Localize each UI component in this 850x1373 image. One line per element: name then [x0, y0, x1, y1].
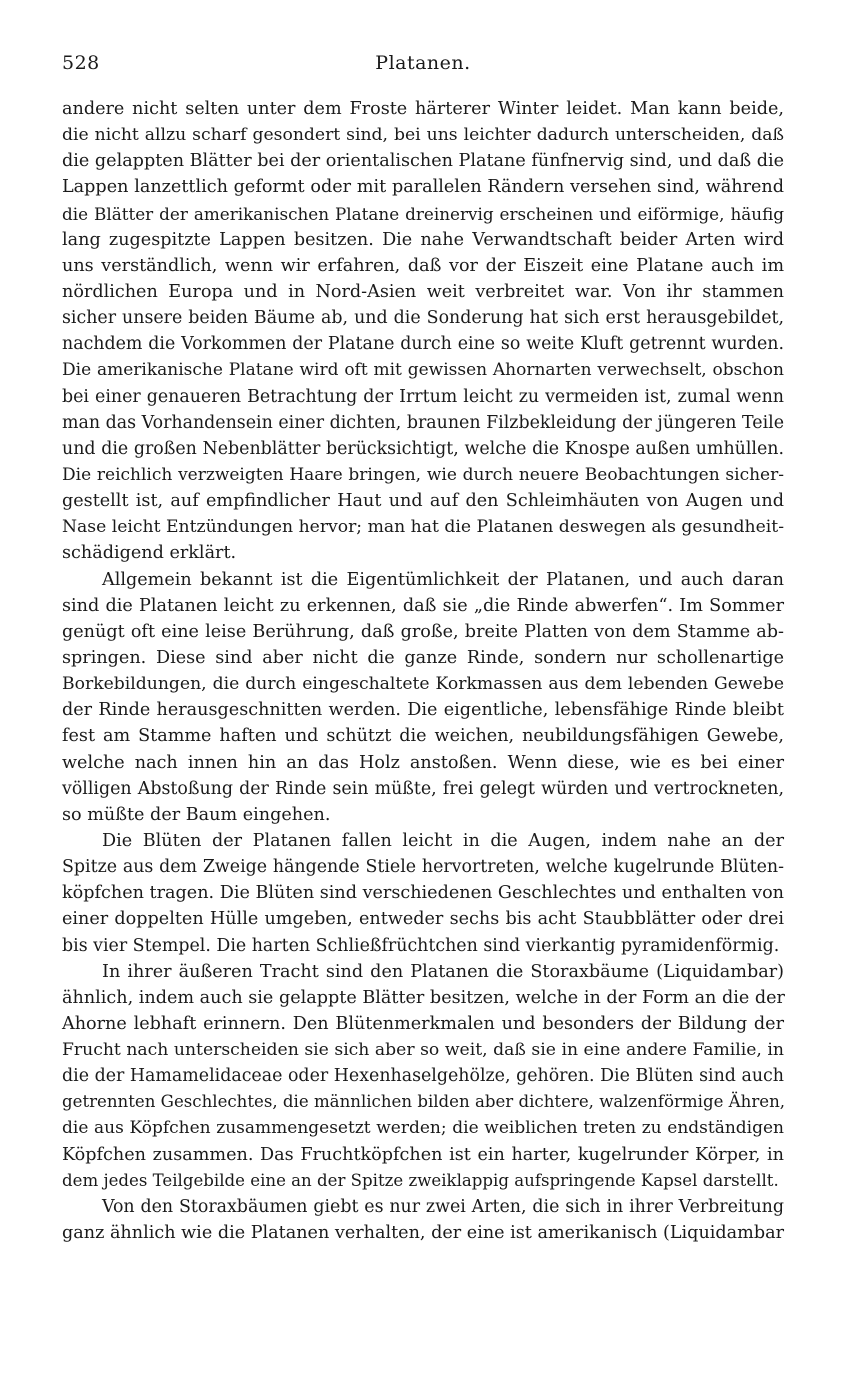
text-line: die gelappten Blätter bei der orientalischen Platane fünfnervig sind, und daß die	[62, 151, 784, 172]
text-line: Frucht nach unterscheiden sie sich aber so weit, daß sie in eine andere Familie, in	[62, 1040, 784, 1061]
text-line: Köpfchen zusammen. Das Fruchtköpfchen ist ein harter, kugelrunder Körper, in	[62, 1144, 784, 1165]
text-line: die aus Köpfchen zusammengesetzt werden; die weiblichen treten zu endständigen	[62, 1118, 784, 1139]
text-line: sicher unsere beiden Bäume ab, und die Sonderung hat sich erst herausgebildet,	[62, 308, 784, 329]
text-line: ganz ähnlich wie die Platanen verhalten, der eine ist amerikanisch (Liquidambar	[62, 1223, 784, 1244]
text-line: schädigend erklärt.	[62, 543, 237, 564]
paragraph	[62, 1194, 784, 1246]
paragraph	[62, 959, 784, 1194]
text-line: genügt oft eine leise Berührung, daß große, breite Platten von dem Stamme ab-	[62, 621, 784, 642]
text-line: andere nicht selten unter dem Froste härterer Winter leidet. Man kann beide,	[62, 99, 784, 119]
text-line: die der Hamamelidaceae oder Hexenhaselgehölze, gehören. Die Blüten sind auch	[62, 1066, 784, 1087]
text-line: sind die Platanen leicht zu erkennen, daß sie „die Rinde abwerfen“. Im Sommer	[62, 595, 784, 616]
text-line: bis vier Stempel. Die harten Schließfrüchtchen sind vierkantig pyramidenförmig.	[62, 935, 780, 956]
text-line: fest am Stamme haften und schützt die weichen, neubildungsfähigen Gewebe,	[62, 726, 784, 747]
text-line: Spitze aus dem Zweige hängende Stiele hervortreten, welche kugelrunde Blüten-	[62, 857, 784, 878]
text-line: uns verständlich, wenn wir erfahren, daß vor der Eiszeit eine Platane auch im	[62, 255, 784, 276]
text-line: Allgemein bekannt ist die Eigentümlichkeit der Platanen, und auch daran	[102, 569, 784, 590]
text-line: ähnlich, indem auch sie gelappte Blätter besitzen, welche in der Form an die der	[62, 987, 785, 1008]
running-head: Platanen.	[375, 52, 471, 74]
text-line: bei einer genaueren Betrachtung der Irrtum leicht zu vermeiden ist, zumal wenn	[62, 386, 784, 407]
text-line: Ahorne lebhaft erinnern. Den Blütenmerkmalen und besonders der Bildung der	[62, 1013, 784, 1034]
text-line: dem jedes Teilgebilde eine an der Spitze zweiklappig aufspringende Kapsel darstellt.	[62, 1170, 779, 1190]
text-line: Borkebildungen, die durch eingeschaltete Korkmassen aus dem lebenden Gewebe	[62, 674, 784, 695]
text-line: welche nach innen hin an das Holz anstoßen. Wenn diese, wie es bei einer	[62, 752, 784, 773]
page-number: 528	[62, 52, 100, 74]
text-line: springen. Diese sind aber nicht die ganze Rinde, sondern nur schollenartige	[62, 647, 784, 668]
paragraph	[62, 828, 784, 959]
text-line: gestellt ist, auf empfindlicher Haut und auf den Schleimhäuten von Augen und	[62, 491, 784, 512]
text-line: einer doppelten Hülle umgeben, entweder sechs bis acht Staubblätter oder drei	[62, 909, 784, 930]
text-line: Die Blüten der Platanen fallen leicht in die Augen, indem nahe an der	[102, 830, 784, 851]
text-line: Die amerikanische Platane wird oft mit gewissen Ahornarten verwechselt, obschon	[62, 360, 784, 381]
body-text	[62, 96, 784, 1246]
text-line: und die großen Nebenblätter berücksichtigt, welche die Knospe außen umhüllen.	[62, 438, 784, 459]
text-line: nachdem die Vorkommen der Platane durch eine so weite Kluft getrennt wurden.	[62, 334, 784, 355]
text-line: die nicht allzu scharf gesondert sind, bei uns leichter dadurch unterscheiden, daß	[62, 125, 784, 146]
text-line: Lappen lanzettlich geformt oder mit parallelen Rändern versehen sind, während	[62, 177, 784, 198]
text-line: man das Vorhandensein einer dichten, braunen Filzbekleidung der jüngeren Teile	[62, 412, 784, 433]
text-line: lang zugespitzte Lappen besitzen. Die nahe Verwandtschaft beider Arten wird	[62, 229, 784, 250]
page-header	[62, 52, 784, 80]
text-line: In ihrer äußeren Tracht sind den Platanen die Storaxbäume (Liquidambar)	[102, 961, 784, 982]
text-line: nördlichen Europa und in Nord-Asien weit verbreitet war. Von ihr stammen	[62, 281, 784, 302]
paragraph	[62, 567, 784, 828]
text-line: der Rinde herausgeschnitten werden. Die eigentliche, lebensfähige Rinde bleibt	[62, 700, 784, 721]
paragraph	[62, 96, 784, 567]
text-line: so müßte der Baum eingehen.	[62, 804, 331, 825]
text-line: Von den Storaxbäumen giebt es nur zwei Arten, die sich in ihrer Verbreitung	[102, 1196, 784, 1217]
text-line: Die reichlich verzweigten Haare bringen, wie durch neuere Beobachtungen sicher-	[62, 464, 784, 485]
text-line: die Blätter der amerikanischen Platane dreinervig erscheinen und eiförmige, häufig	[62, 203, 784, 224]
text-line: köpfchen tragen. Die Blüten sind verschiedenen Geschlechtes und enthalten von	[62, 883, 784, 904]
text-line: Nase leicht Entzündungen hervor; man hat die Platanen deswegen als gesundheit-	[62, 517, 784, 538]
text-line: völligen Abstoßung der Rinde sein müßte, frei gelegt würden und vertrockneten,	[62, 778, 784, 799]
text-line: getrennten Geschlechtes, die männlichen bilden aber dichtere, walzenförmige Ähren,	[62, 1092, 786, 1112]
